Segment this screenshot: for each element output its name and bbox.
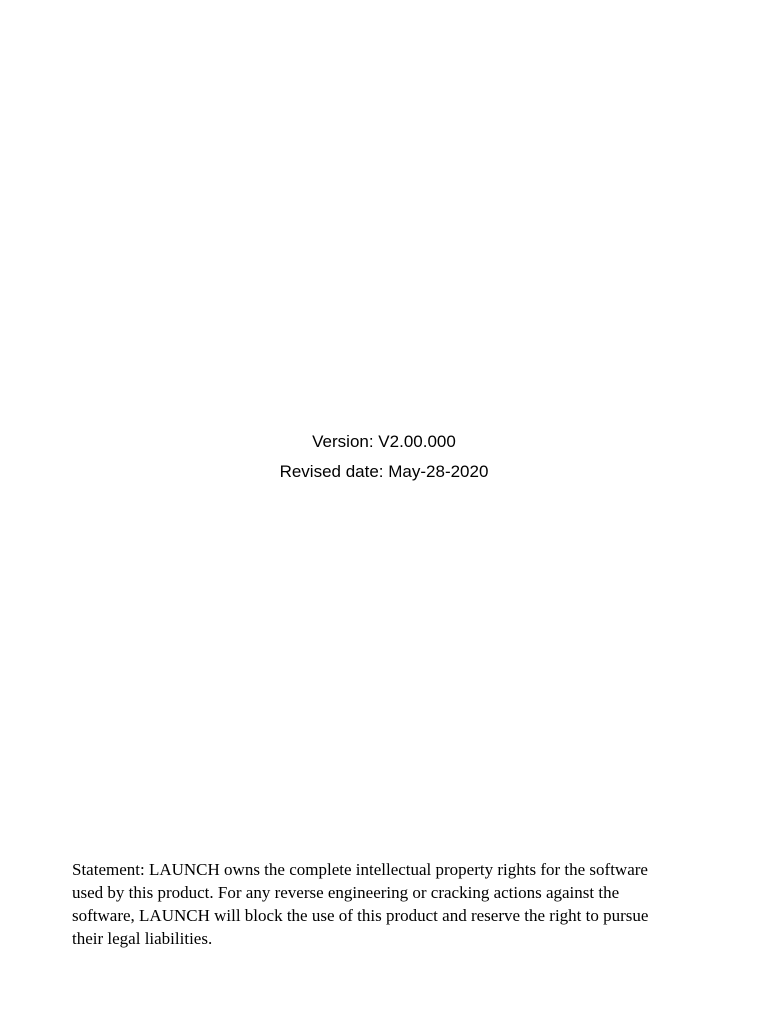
statement-line: software, LAUNCH will block the use of this product and reserve the right to pursue	[72, 906, 649, 925]
statement-line: used by this product. For any reverse engineering or cracking actions against the	[72, 883, 620, 902]
statement-line: their legal liabilities.	[72, 929, 213, 948]
version-info	[0, 430, 768, 484]
revised-date-text: Revised date: May-28-2020	[279, 462, 489, 481]
statement-line: Statement: LAUNCH owns the complete intellectual property rights for the software	[72, 860, 648, 879]
version-text: Version: V2.00.000	[312, 432, 456, 451]
legal-statement	[72, 858, 696, 950]
